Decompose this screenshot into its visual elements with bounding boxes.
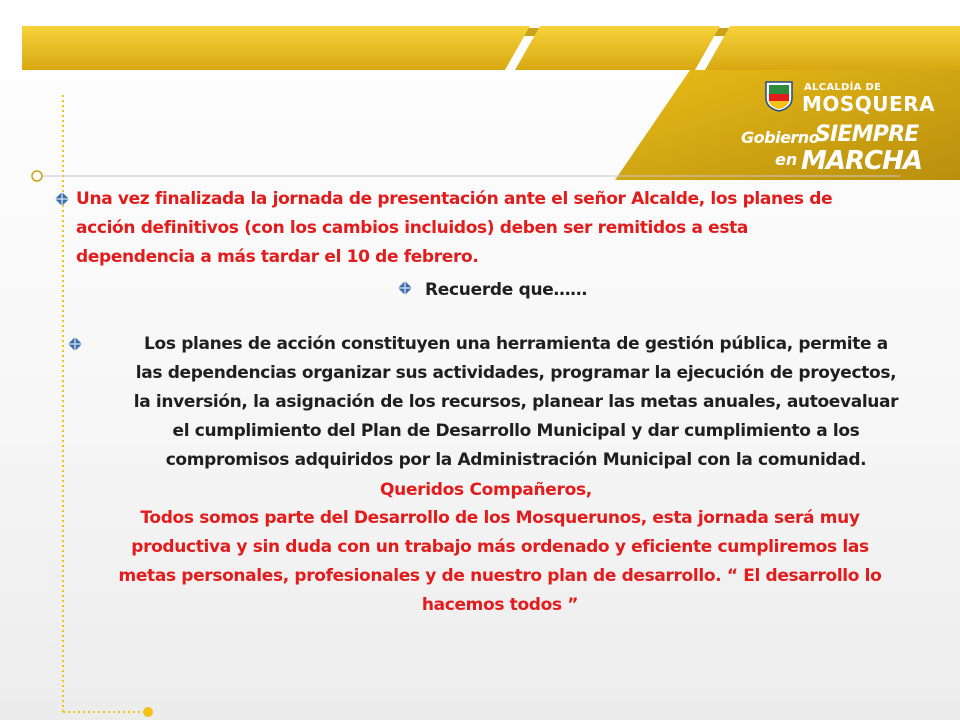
banner-segment-2 (515, 26, 720, 70)
text-line: Todos somos parte del Desarrollo de los Mosquerunos, esta jornada será muy (140, 508, 860, 528)
text-line: hacemos todos ” (421, 595, 579, 615)
text-line: compromisos adquiridos por la Administración Municipal con la comunidad. (165, 450, 867, 470)
bullet-icon (398, 281, 412, 295)
text-line: las dependencias organizar sus actividades, programar la ejecución de proyectos, (135, 363, 897, 383)
paragraph-deadline (76, 185, 956, 272)
logo-title: MOSQUERA (802, 92, 936, 116)
paragraph-closing (40, 504, 960, 620)
slogan-gobierno: Gobierno (741, 128, 820, 147)
slogan-marcha: MARCHA (801, 146, 922, 176)
text-line: el cumplimiento del Plan de Desarrollo Municipal y dar cumplimiento a los (172, 421, 860, 441)
banner-segment-3 (705, 26, 960, 70)
paragraph-greeting: Queridos Compañeros, (380, 480, 592, 500)
paragraph-recuerde: Recuerde que…… (425, 280, 587, 300)
text-line: acción definitivos (con los cambios incluidos) deben ser remitidos a esta (76, 218, 748, 238)
banner-segment-1 (22, 26, 530, 70)
text-line: metas personales, profesionales y de nuestro plan de desarrollo. “ El desarrollo lo (118, 566, 882, 586)
coat-of-arms-icon (764, 80, 794, 112)
text-line: dependencia a más tardar el 10 de febrero. (76, 247, 479, 267)
text-line: productiva y sin duda con un trabajo más ordenado y eficiente cumpliremos las (131, 537, 869, 557)
text-line: Una vez finalizada la jornada de presentación ante el señor Alcalde, los planes de (76, 189, 833, 209)
slogan (735, 118, 935, 178)
logo-subtitle: ALCALDÍA DE (804, 82, 882, 93)
divider-circle (32, 171, 42, 181)
text-line: la inversión, la asignación de los recursos, planear las metas anuales, autoevaluar (133, 392, 899, 412)
slogan-siempre: SIEMPRE (815, 122, 919, 147)
slogan-en: en (775, 150, 798, 169)
mosquera-logo (760, 78, 950, 118)
bullet-icon (55, 192, 69, 206)
bottom-dot (143, 707, 153, 717)
text-line: Los planes de acción constituyen una herramienta de gestión pública, permite a (144, 334, 888, 354)
paragraph-planes (76, 330, 956, 475)
